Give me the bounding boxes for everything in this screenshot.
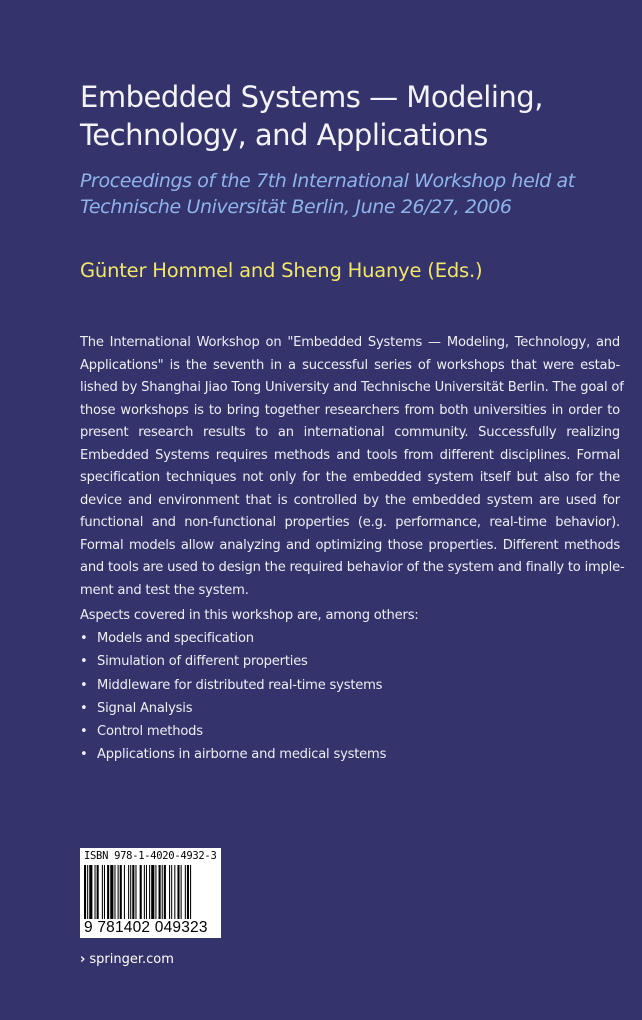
barcode-bar xyxy=(187,865,189,919)
barcode-bar xyxy=(118,865,119,919)
aspects-list xyxy=(80,627,620,766)
barcode-bar xyxy=(120,865,122,919)
barcode-bar xyxy=(135,865,136,919)
description-line: Formal models allow analyzing and optimizing those properties. Different methods xyxy=(80,537,620,553)
book-title-line-1: Embedded Systems — Modeling, xyxy=(80,80,543,114)
barcode-bar xyxy=(159,865,161,919)
book-editors: Günter Hommel and Sheng Huanye (Eds.) xyxy=(80,259,483,282)
barcode-bar xyxy=(174,865,175,919)
chevron-right-icon: › xyxy=(80,952,86,967)
description-line: device and environment that is controlled by the embedded system are used for xyxy=(80,492,620,508)
barcode-bar xyxy=(128,865,129,919)
bullet-icon: • xyxy=(80,654,88,670)
list-item xyxy=(80,720,620,743)
list-item-text: Control methods xyxy=(97,724,203,740)
barcode-bar xyxy=(171,865,172,919)
list-item xyxy=(80,674,620,697)
list-item xyxy=(80,627,620,650)
description-line: Embedded Systems requires methods and tools from different disciplines. Formal xyxy=(80,447,620,463)
barcode-bar xyxy=(164,865,166,919)
barcode-bar xyxy=(124,865,125,919)
description-line: those workshops is to bring together researchers from both universities in order to xyxy=(80,402,620,418)
description-line: functional and non-functional properties (e.g. performance, real-time behavior). xyxy=(80,515,620,530)
bullet-icon: • xyxy=(80,724,88,740)
barcode-bar xyxy=(132,865,134,919)
aspects-intro: Aspects covered in this workshop are, among others: xyxy=(80,608,419,623)
barcode-bar xyxy=(151,865,154,919)
barcode-bars-icon xyxy=(84,865,217,919)
list-item-text: Simulation of different properties xyxy=(97,654,308,670)
barcode-bar xyxy=(89,865,92,919)
list-item-text: Applications in airborne and medical systems xyxy=(97,747,387,763)
barcode-bar xyxy=(84,865,86,919)
barcode-bar xyxy=(107,865,109,919)
list-item-text: Models and specification xyxy=(97,631,254,647)
barcode-bar xyxy=(104,865,105,919)
barcode-bar xyxy=(162,865,163,919)
barcode-bar xyxy=(155,865,156,919)
barcode-bar xyxy=(102,865,103,919)
isbn-label: ISBN 978-1-4020-4932-3 xyxy=(84,850,217,862)
barcode-bar xyxy=(114,865,115,919)
book-subtitle-line-2: Technische Universität Berlin, June 26/27, 2006 xyxy=(80,196,512,218)
bullet-icon: • xyxy=(80,700,88,716)
list-item xyxy=(80,697,620,720)
barcode-digits: 9 781402 049323 xyxy=(84,919,208,936)
barcode-bar xyxy=(149,865,150,919)
book-subtitle-line-1: Proceedings of the 7th International Workshop held at xyxy=(80,170,575,192)
barcode-bar xyxy=(97,865,99,919)
description-paragraph xyxy=(80,332,625,602)
bullet-icon: • xyxy=(80,747,88,763)
description-line: present research results to an international community. Successfully realizing xyxy=(80,425,620,440)
barcode-bar xyxy=(185,865,186,919)
description-line: lished by Shanghai Jiao Tong University and Technische Universität Berlin. The goal of xyxy=(80,380,624,395)
book-title xyxy=(80,78,620,154)
list-item-text: Signal Analysis xyxy=(97,700,193,716)
publisher-url: springer.com xyxy=(89,952,174,967)
list-item xyxy=(80,650,620,673)
barcode-bar xyxy=(130,865,131,919)
barcode-bar xyxy=(140,865,142,919)
book-title-line-2: Technology, and Applications xyxy=(80,118,488,152)
barcode-bar xyxy=(169,865,170,919)
list-item xyxy=(80,743,620,766)
barcode-bar xyxy=(144,865,145,919)
aspects-section xyxy=(80,604,620,766)
description-line: ment and test the system. xyxy=(80,582,249,598)
barcode-bar xyxy=(110,865,113,919)
barcode-bar xyxy=(95,865,96,919)
publisher-link[interactable] xyxy=(80,952,174,967)
description-line: The International Workshop on "Embedded Systems — Modeling, Technology, and xyxy=(80,335,620,350)
bullet-icon: • xyxy=(80,677,88,693)
bullet-icon: • xyxy=(80,631,88,647)
description-line: and tools are used to design the required behavior of the system and finally to imple- xyxy=(80,560,625,575)
barcode-bar xyxy=(190,865,191,919)
book-subtitle xyxy=(80,168,620,220)
description-line: Applications" is the seventh in a successful series of workshops that were estab- xyxy=(80,357,620,373)
barcode-bar xyxy=(177,865,179,919)
description-line: specification techniques not only for the embedded system itself but also for the xyxy=(80,470,620,485)
list-item-text: Middleware for distributed real-time systems xyxy=(97,677,383,693)
barcode-bar xyxy=(181,865,182,919)
isbn-barcode xyxy=(80,848,221,938)
barcode-bar xyxy=(87,865,88,919)
barcode-bar xyxy=(146,865,147,919)
